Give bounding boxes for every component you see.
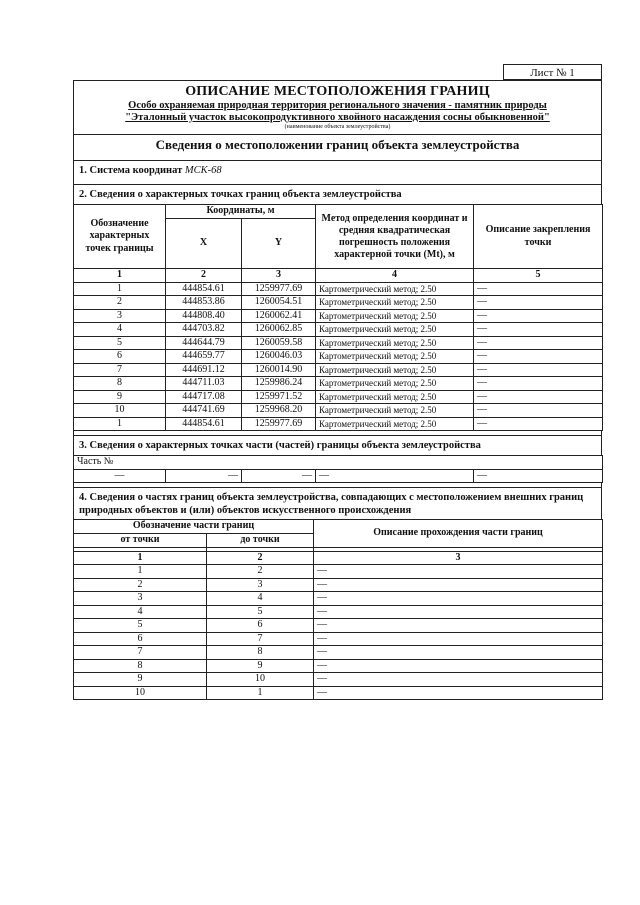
section2-heading: 2. Сведения о характерных точках границ объекта землеустройства [73,184,602,204]
section4-heading: 4. Сведения о частях границ объекта землеустройства, совпадающих с местоположением внешних границ природных объектов и (или) объектов искусственного происхождения [73,487,602,519]
dash-cell: — [474,469,603,483]
table-row [74,632,603,646]
section3-heading: 3. Сведения о характерных точках части (частей) границы объекта землеустройства [73,435,602,455]
to-point: 1 [207,686,314,700]
fixing-desc: — [474,296,603,310]
passage-desc: — [314,619,603,633]
coord-y: 1259977.69 [242,417,316,431]
col-coords: Координаты, м [166,205,316,219]
col-from: от точки [74,534,207,548]
col-y: Y [242,219,316,269]
coord-x: 444854.61 [166,417,242,431]
from-point: 10 [74,686,207,700]
from-point: 1 [74,565,207,579]
coordinate-system-label: 1. Система координат [79,165,183,176]
col-number: 5 [474,269,603,283]
passage-desc: — [314,605,603,619]
coord-y: 1260059.58 [242,336,316,350]
table-row [74,404,603,418]
point-id: 7 [74,363,166,377]
to-point: 6 [207,619,314,633]
col-method-text: Метод определения координат и средняя квадратическая погрешность положения характерной точки (Mt), м [321,212,468,260]
coord-x: 444853.86 [166,296,242,310]
point-id: 3 [74,309,166,323]
col-part: Обозначение части границ [74,520,314,534]
coord-x: 444644.79 [166,336,242,350]
coord-y: 1260014.90 [242,363,316,377]
col-number: 2 [207,551,314,565]
fixing-desc: — [474,377,603,391]
table-row [74,673,603,687]
passage-desc: — [314,565,603,579]
table-row [74,578,603,592]
points-body [74,282,603,431]
col-designation: Обозначение характерных точек границы [74,205,166,269]
dash-cell: — [316,469,474,483]
coord-y: 1259977.69 [242,282,316,296]
method: Картометрический метод; 2.50 [316,309,474,323]
from-point: 7 [74,646,207,660]
table-row [74,646,603,660]
from-point: 3 [74,592,207,606]
table-row [74,659,603,673]
fixing-desc: — [474,309,603,323]
col-boundary-desc: Описание прохождения части границ [314,520,603,548]
points-table [73,204,603,431]
to-point: 3 [207,578,314,592]
col-number: 1 [74,551,207,565]
method: Картометрический метод; 2.50 [316,350,474,364]
col-number: 1 [74,269,166,283]
table-row [74,377,603,391]
col-desc: Описание закрепления точки [474,205,603,269]
coordinate-system [73,160,602,180]
table-row [74,565,603,579]
method: Картометрический метод; 2.50 [316,336,474,350]
from-point: 6 [74,632,207,646]
title-block [73,80,602,134]
method: Картометрический метод; 2.50 [316,296,474,310]
col-to: до точки [207,534,314,548]
col-number: 4 [316,269,474,283]
passage-desc: — [314,578,603,592]
fixing-desc: — [474,404,603,418]
col-number: 2 [166,269,242,283]
section-heading: Сведения о местоположении границ объекта землеустройства [73,134,602,156]
dash-cell: — [242,469,316,483]
point-id: 9 [74,390,166,404]
fixing-desc: — [474,390,603,404]
parts-table [73,455,603,483]
passage-desc: — [314,632,603,646]
boundary-header-row [74,520,603,534]
point-id: 4 [74,323,166,337]
coord-x: 444808.40 [166,309,242,323]
boundary-number-row [74,551,603,565]
coord-x: 444703.82 [166,323,242,337]
method: Картометрический метод; 2.50 [316,377,474,391]
coord-x: 444659.77 [166,350,242,364]
table-row [74,592,603,606]
from-point: 2 [74,578,207,592]
passage-desc: — [314,592,603,606]
passage-desc: — [314,659,603,673]
coord-x: 444691.12 [166,363,242,377]
table-row [74,350,603,364]
col-number: 3 [314,551,603,565]
method: Картометрический метод; 2.50 [316,323,474,337]
method: Картометрический метод; 2.50 [316,404,474,418]
part-number-label: Часть № [74,456,603,470]
from-point: 8 [74,659,207,673]
point-id: 8 [74,377,166,391]
coord-y: 1260062.41 [242,309,316,323]
table-row [74,417,603,431]
from-point: 5 [74,619,207,633]
col-x: X [166,219,242,269]
object-category: Особо охраняемая природная территория регионального значения - памятник природы [128,100,547,111]
from-point: 9 [74,673,207,687]
coordinate-system-value: МСК-68 [184,165,222,176]
coord-x: 444854.61 [166,282,242,296]
part-number-row [74,456,603,470]
method: Картометрический метод; 2.50 [316,417,474,431]
part-dash-row [74,469,603,483]
dash-cell: — [74,469,166,483]
to-point: 10 [207,673,314,687]
table-row [74,686,603,700]
object-caption: (наименование объекта землеустройства) [284,124,391,130]
fixing-desc: — [474,336,603,350]
coord-y: 1260046.03 [242,350,316,364]
point-id: 10 [74,404,166,418]
coord-x: 444741.69 [166,404,242,418]
document-frame [73,80,602,700]
table-row [74,390,603,404]
sheet-number: Лист № 1 [503,64,602,80]
coord-y: 1259986.24 [242,377,316,391]
table-row [74,296,603,310]
point-id: 5 [74,336,166,350]
passage-desc: — [314,646,603,660]
coord-y: 1259971.52 [242,390,316,404]
fixing-desc: — [474,363,603,377]
fixing-desc: — [474,350,603,364]
boundary-parts-table [73,519,603,700]
passage-desc: — [314,673,603,687]
points-number-row [74,269,603,283]
passage-desc: — [314,686,603,700]
point-id: 2 [74,296,166,310]
table-row [74,309,603,323]
coord-x: 444717.08 [166,390,242,404]
from-point: 4 [74,605,207,619]
coord-x: 444711.03 [166,377,242,391]
to-point: 4 [207,592,314,606]
point-id: 1 [74,417,166,431]
object-name: "Эталонный участок высокопродуктивного хвойного насаждения сосны обыкновенной" [125,112,550,123]
coord-y: 1259968.20 [242,404,316,418]
col-number: 3 [242,269,316,283]
fixing-desc: — [474,323,603,337]
fixing-desc: — [474,282,603,296]
coord-y: 1260062.85 [242,323,316,337]
coord-y: 1260054.51 [242,296,316,310]
document-title: ОПИСАНИЕ МЕСТОПОЛОЖЕНИЯ ГРАНИЦ [185,84,490,99]
table-row [74,619,603,633]
table-row [74,336,603,350]
table-row [74,363,603,377]
method: Картометрический метод; 2.50 [316,390,474,404]
fixing-desc: — [474,417,603,431]
point-id: 1 [74,282,166,296]
method: Картометрический метод; 2.50 [316,363,474,377]
point-id: 6 [74,350,166,364]
table-row [74,605,603,619]
points-header-row [74,205,603,219]
dash-cell: — [166,469,242,483]
to-point: 2 [207,565,314,579]
boundary-body [74,565,603,700]
table-row [74,323,603,337]
table-row [74,282,603,296]
method: Картометрический метод; 2.50 [316,282,474,296]
to-point: 8 [207,646,314,660]
to-point: 7 [207,632,314,646]
col-method [316,205,474,269]
to-point: 5 [207,605,314,619]
to-point: 9 [207,659,314,673]
